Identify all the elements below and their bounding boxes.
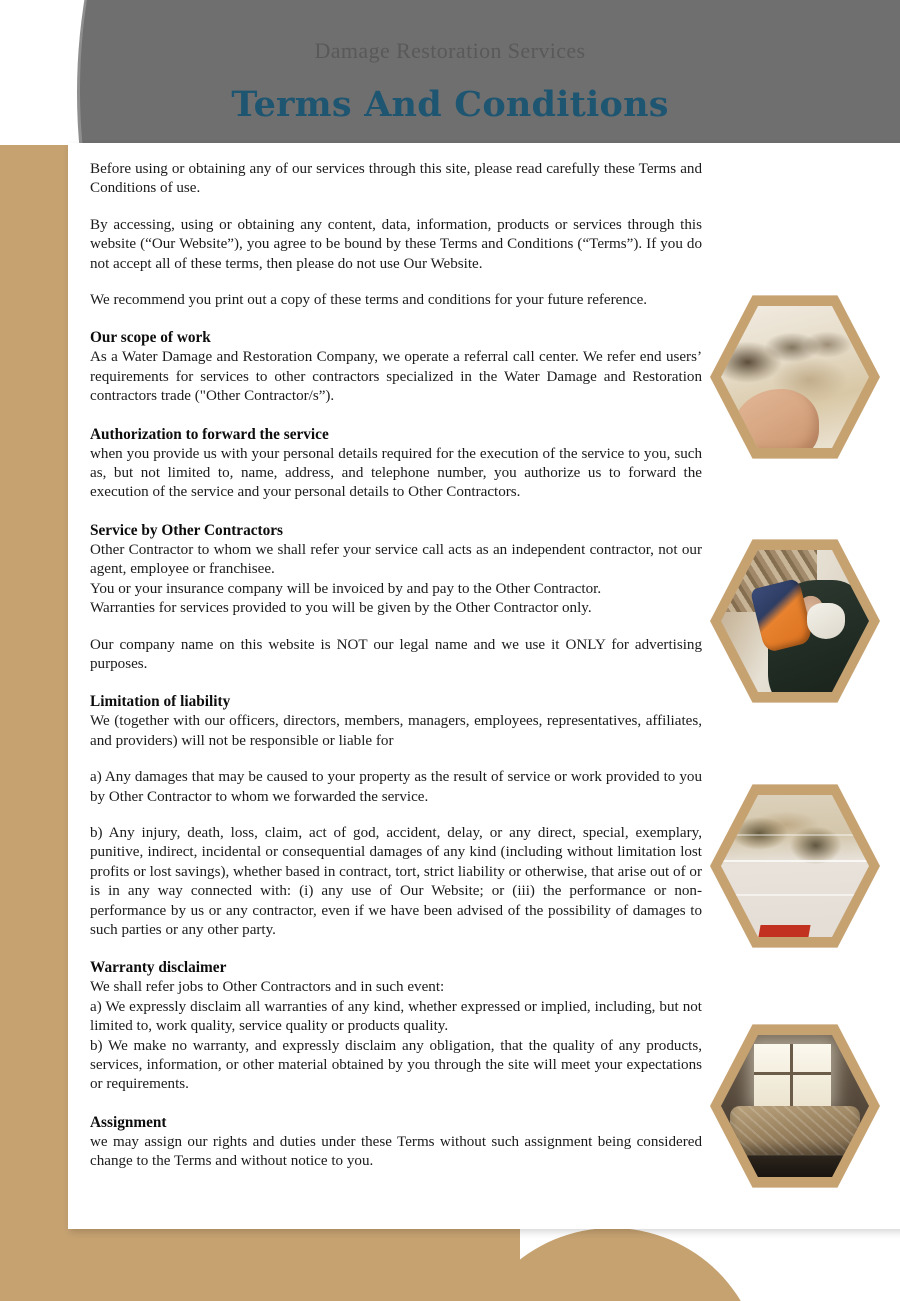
- section-heading: Limitation of liability: [90, 693, 231, 711]
- water-damaged-ceiling-tiles-image: [721, 792, 869, 940]
- terms-body: [90, 160, 702, 1172]
- section-heading: Assignment: [90, 1113, 167, 1131]
- paragraph-text: We recommend you print out a copy of these terms and conditions for your future reference.: [90, 292, 648, 309]
- paragraph-text: Before using or obtaining any of our services through this site, please read carefully these Terms and Conditions of use.: [90, 161, 702, 197]
- spray-tool-icon: [749, 577, 814, 652]
- terms-section: [90, 636, 702, 675]
- restoration-worker-with-respirator-image: [721, 547, 869, 695]
- paragraph-text: when you provide us with your personal details required for the execution of the service to you, such as, but not limited to, name, address, and telephone number, you authorize us to forward the execution of the service and your personal details to Other Contractors.: [90, 445, 702, 501]
- intro-paragraph: [90, 291, 702, 310]
- section-heading: Warranty disclaimer: [90, 959, 227, 977]
- paragraph-text: By accessing, using or obtaining any content, data, information, products or services through this website (“Our Website”), you agree to be bound by these Terms and Conditions (“Terms”). If you do not accept all of these terms, then please do not use Our Website.: [90, 216, 702, 272]
- paragraph-text: a) We expressly disclaim all warranties of any kind, whether expressed or implied, including, but not limited to, work quality, service quality or products quality.: [90, 998, 702, 1035]
- terms-section: [90, 768, 702, 807]
- section-heading: Authorization to forward the service: [90, 425, 329, 443]
- terms-section: [90, 691, 702, 751]
- intro-paragraph: [90, 160, 702, 199]
- respirator-mask-icon: [807, 603, 845, 639]
- mold-growth-on-wall-with-hand-image: [721, 303, 869, 451]
- terms-section: [90, 824, 702, 940]
- paragraph-text: We (together with our officers, directors, members, managers, employees, representatives, affiliates, and providers) will not be responsible or liable for: [90, 713, 702, 749]
- paragraph-text: a) Any damages that may be caused to your property as the result of service or work provided to you by Other Contractor to whom we forwarded the service.: [90, 769, 702, 805]
- paragraph-text: Warranties for services provided to you will be given by the Other Contractor only.: [90, 600, 592, 617]
- paragraph-text: We shall refer jobs to Other Contractors and in such event:: [90, 979, 445, 996]
- hexagon-photo-inner: [721, 547, 869, 695]
- section-heading: Service by Other Contractors: [90, 521, 284, 539]
- section-heading: Our scope of work: [90, 329, 211, 347]
- hexagon-photo-inner: [721, 303, 869, 451]
- hexagon-photo-inner: [721, 792, 869, 940]
- hexagon-photo-inner: [721, 1032, 869, 1180]
- terms-section: [90, 327, 702, 406]
- terms-section: [90, 520, 702, 619]
- paragraph-text: b) Any injury, death, loss, claim, act of god, accident, delay, or any direct, special, exemplary, punitive, indirect, incidental or consequential damages of any kind (including without limitation lost profits or lost savings), whether based in contract, tort, strict liability or otherwise, that arise out of or is in any way connected with: (i) any use of Our Website; or (iii) the performance or non-performance by us or any contractor, even if we have been advised of the possibility of damages to such parties or any other party.: [90, 824, 702, 938]
- page-title: Terms And Conditions: [231, 84, 669, 126]
- paragraph-text: Our company name on this website is NOT our legal name and we use it ONLY for advertising purposes.: [90, 636, 702, 672]
- paragraph-text: Other Contractor to whom we shall refer your service call acts as an independent contractor, not our agent, employee or franchisee.: [90, 541, 702, 578]
- terms-section: [90, 1112, 702, 1172]
- terms-section: [90, 957, 702, 1094]
- intro-paragraph: [90, 216, 702, 274]
- paragraph-text: b) We make no warranty, and expressly disclaim any obligation, that the quality of any products, services, information, or other material obtained by you through the site will meet your expectations or requirements.: [90, 1037, 702, 1093]
- sofa-shape: [730, 1106, 860, 1155]
- paragraph-text: You or your insurance company will be invoiced by and pay to the Other Contractor.: [90, 580, 602, 597]
- company-tagline: Damage Restoration Services: [314, 38, 586, 63]
- damaged-room-interior-with-sofa-image: [721, 1032, 869, 1180]
- terms-section: [90, 424, 702, 503]
- paragraph-text: As a Water Damage and Restoration Company, we operate a referral call center. We refer end users’ requirements for services to other contractors specialized in the Water Damage and Restoration contractors trade ("Other Contractor/s”).: [90, 349, 702, 405]
- window-shape: [754, 1044, 831, 1106]
- document-header: [0, 0, 900, 125]
- paragraph-text: we may assign our rights and duties under these Terms without such assignment being considered change to the Terms and without notice to you.: [90, 1133, 702, 1170]
